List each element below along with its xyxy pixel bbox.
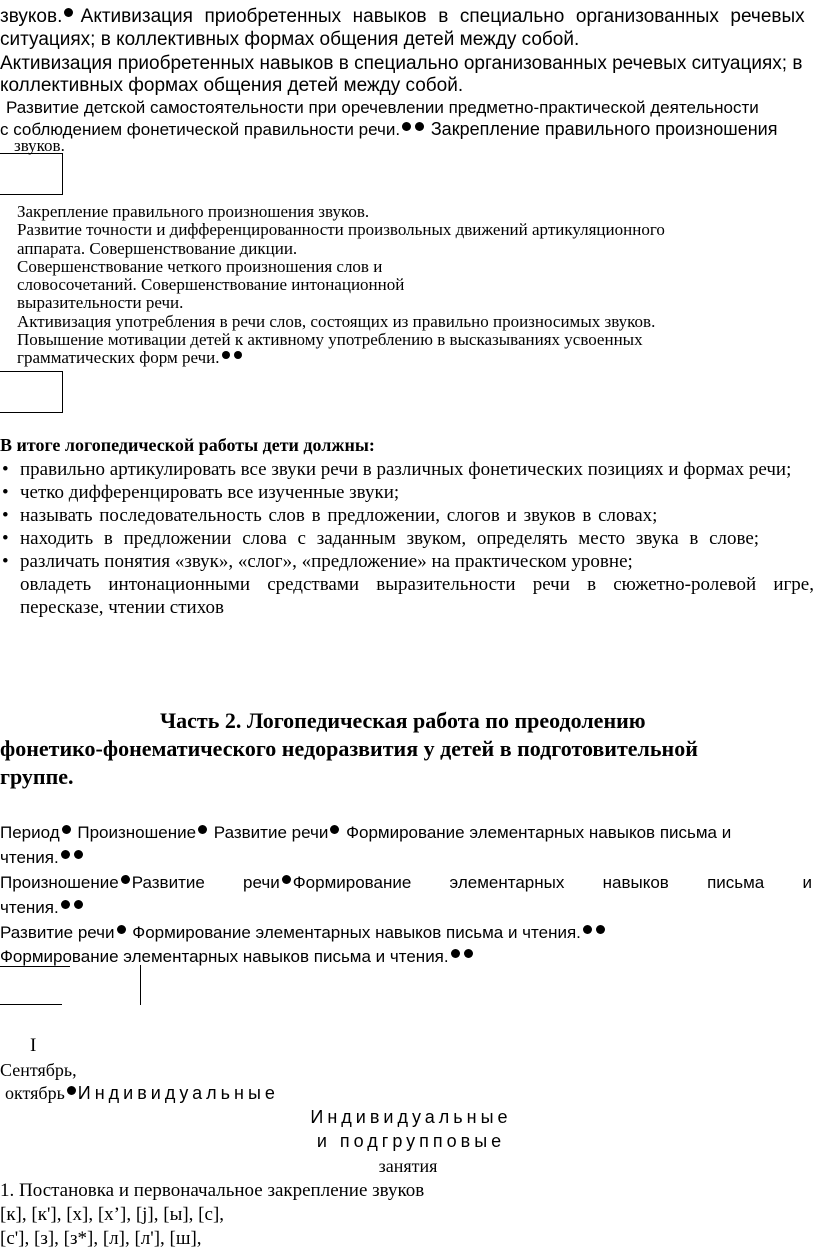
table-header-row3 [0,922,607,944]
bullet-dot-icon [67,1086,76,1095]
list-item-continuation [2,573,814,619]
col-speech: Развитие речи [213,823,329,842]
period-month2-row [5,1082,279,1104]
empty-cell-box [0,153,63,195]
block2-line: выразительности речи. [17,293,184,313]
block2-last-text: грамматических форм речи. [17,348,220,368]
block1-line2: ситуациях; в коллективных формах общения детей между собой. [0,29,580,50]
col-pronunciation: Произношение [0,873,119,892]
period-month2: октябрь [5,1083,65,1103]
list-item-text: находить в предложении слова с заданным звуком, определять место звука в слове; [20,528,760,549]
col-period: Период [0,823,60,842]
bullet-dot-icon [596,925,605,934]
period-month1: Сентябрь, [0,1060,77,1080]
block1-line1-rest: Активизация приобретенных навыков в специально организованных речевых [80,6,805,27]
bullet-dot-icon [198,825,207,834]
bullet-dot-icon [61,850,70,859]
bullet-dot-icon [402,122,411,131]
list-item [2,458,814,481]
table-header-row1-tail [0,847,85,869]
bullet-dot-icon [282,875,291,884]
part2-title-line2: фонетико-фонематического недоразвития у детей в подготовительной [0,736,698,761]
bullet-dot-icon [74,850,83,859]
block1-line7: звуков. [14,136,65,155]
bullet-dot-icon [74,900,83,909]
results-heading: В итоге логопедической работы дети должны: [0,435,375,455]
list-item-text: различать понятия «звук», «слог», «предложение» на практическом уровне; [20,551,633,572]
block1-line1 [0,6,812,28]
block2-line: Развитие точности и дифференцированности произвольных движений артикуляционного [17,220,665,240]
bullet-dot-icon [234,351,242,359]
centered-line1: Индивидуальные [310,1107,512,1127]
col-formation: Формирование элементарных навыков письма и [346,823,732,842]
table-header-row4 [0,946,475,968]
bullet-dot-icon [222,351,230,359]
list-item-text: называть последовательность слов в предложении, слогов и звуков в словах; [20,505,658,526]
block2-line: словосочетаний. Совершенствование интонационной [17,275,405,295]
block1-line6-b: Закрепление правильного произношения [430,119,778,139]
bullet-dot-icon [464,949,473,958]
block2-line: Повышение мотивации детей к активному употреблению в высказываниях усвоенных [17,330,643,350]
period-roman: I [30,1035,37,1056]
bullet-dot-icon [64,8,73,17]
part2-title-line1: Часть 2. Логопедическая работа по преодолению [160,708,646,733]
bullet-dot-icon [451,949,460,958]
bullet-icon: • [2,551,9,572]
row2-word: элементарных [449,873,565,892]
table-rule [140,965,141,1005]
bullet-icon: • [2,528,9,549]
bullet-icon: • [2,505,9,526]
list-item [2,504,814,527]
bullet-dot-icon [62,825,71,834]
col-speech-2: речи [243,873,280,892]
period-sounds2: [с'], [з], [з*], [л], [л'], [ш], [0,1228,202,1249]
col-speech: Развитие речи [0,923,115,942]
table-header-row2 [0,872,812,894]
block2-line: Совершенствование четкого произношения слов и [17,256,383,276]
block1-line6 [0,118,777,141]
table-rule [0,1004,62,1005]
block2-line-last [17,349,665,367]
row-tail-text: чтения. [0,848,59,867]
bullet-dot-icon [61,900,70,909]
list-item [2,481,814,504]
block2-line: Закрепление правильного произношения звуков. [17,202,370,221]
block2-line: Активизация употребления в речи слов, состоящих из правильно произносимых звуков. [17,311,656,331]
part2-title-line3: группе. [0,764,74,789]
block1-line6-a: с соблюдением фонетической правильности речи. [0,120,401,139]
centered-line2: и подгрупповые [316,1131,506,1151]
block1-line3: Активизация приобретенных навыков в специально организованных речевых ситуациях; в [0,53,803,74]
col-formation: Формирование элементарных навыков письма и чтения. [0,947,449,966]
bullet-icon: • [2,459,9,480]
col-pronunciation: Произношение [77,823,197,842]
period-item1: 1. Постановка и первоначальное закрепление звуков [0,1180,425,1201]
col-formation: Формирование [292,873,412,892]
bullet-dot-icon [117,925,126,934]
table-header-row1 [0,822,731,844]
results-list [2,458,814,619]
block1-line4: коллективных формах общения детей между собой. [0,75,464,96]
bullet-dot-icon [330,825,339,834]
block2 [17,203,665,368]
list-continuation-text: овладеть интонационными средствами выразительности речи в сюжетно-ролевой игре, пересказе, чтении стихов [20,574,814,618]
list-item-text: четко дифференцировать все изученные звуки; [20,482,400,503]
bullet-dot-icon [583,925,592,934]
row2-word: и [802,873,812,892]
col-formation: Формирование элементарных навыков письма и чтения. [132,923,581,942]
list-item [2,527,814,550]
row2-group1 [0,872,205,894]
row-tail-text: чтения. [0,898,59,917]
block1-line1-word: звуков. [0,6,63,27]
bullet-dot-icon [415,122,424,131]
table-header-row2-tail [0,897,85,919]
centered-line3: занятия [378,1156,438,1176]
empty-cell-box [0,371,63,413]
list-item [2,550,814,573]
col-speech: Развитие [131,873,205,892]
row2-word: письма [707,873,765,892]
bullet-icon: • [2,482,9,503]
bullet-dot-icon [121,875,130,884]
table-rule [0,966,70,967]
period-indiv: Индивидуальные [77,1083,279,1103]
block1-line5: Развитие детской самостоятельности при оречевлении предметно-практической деятельности [6,98,759,117]
row2-word: навыков [602,873,669,892]
row2-group2 [243,872,411,894]
period-sounds1: [к], [к'], [х], [х’], [j], [ы], [с], [0,1204,225,1225]
block2-line: аппарата. Совершенствование дикции. [17,238,298,258]
list-item-text: правильно артикулировать все звуки речи в различных фонетических позициях и формах речи; [20,459,792,480]
